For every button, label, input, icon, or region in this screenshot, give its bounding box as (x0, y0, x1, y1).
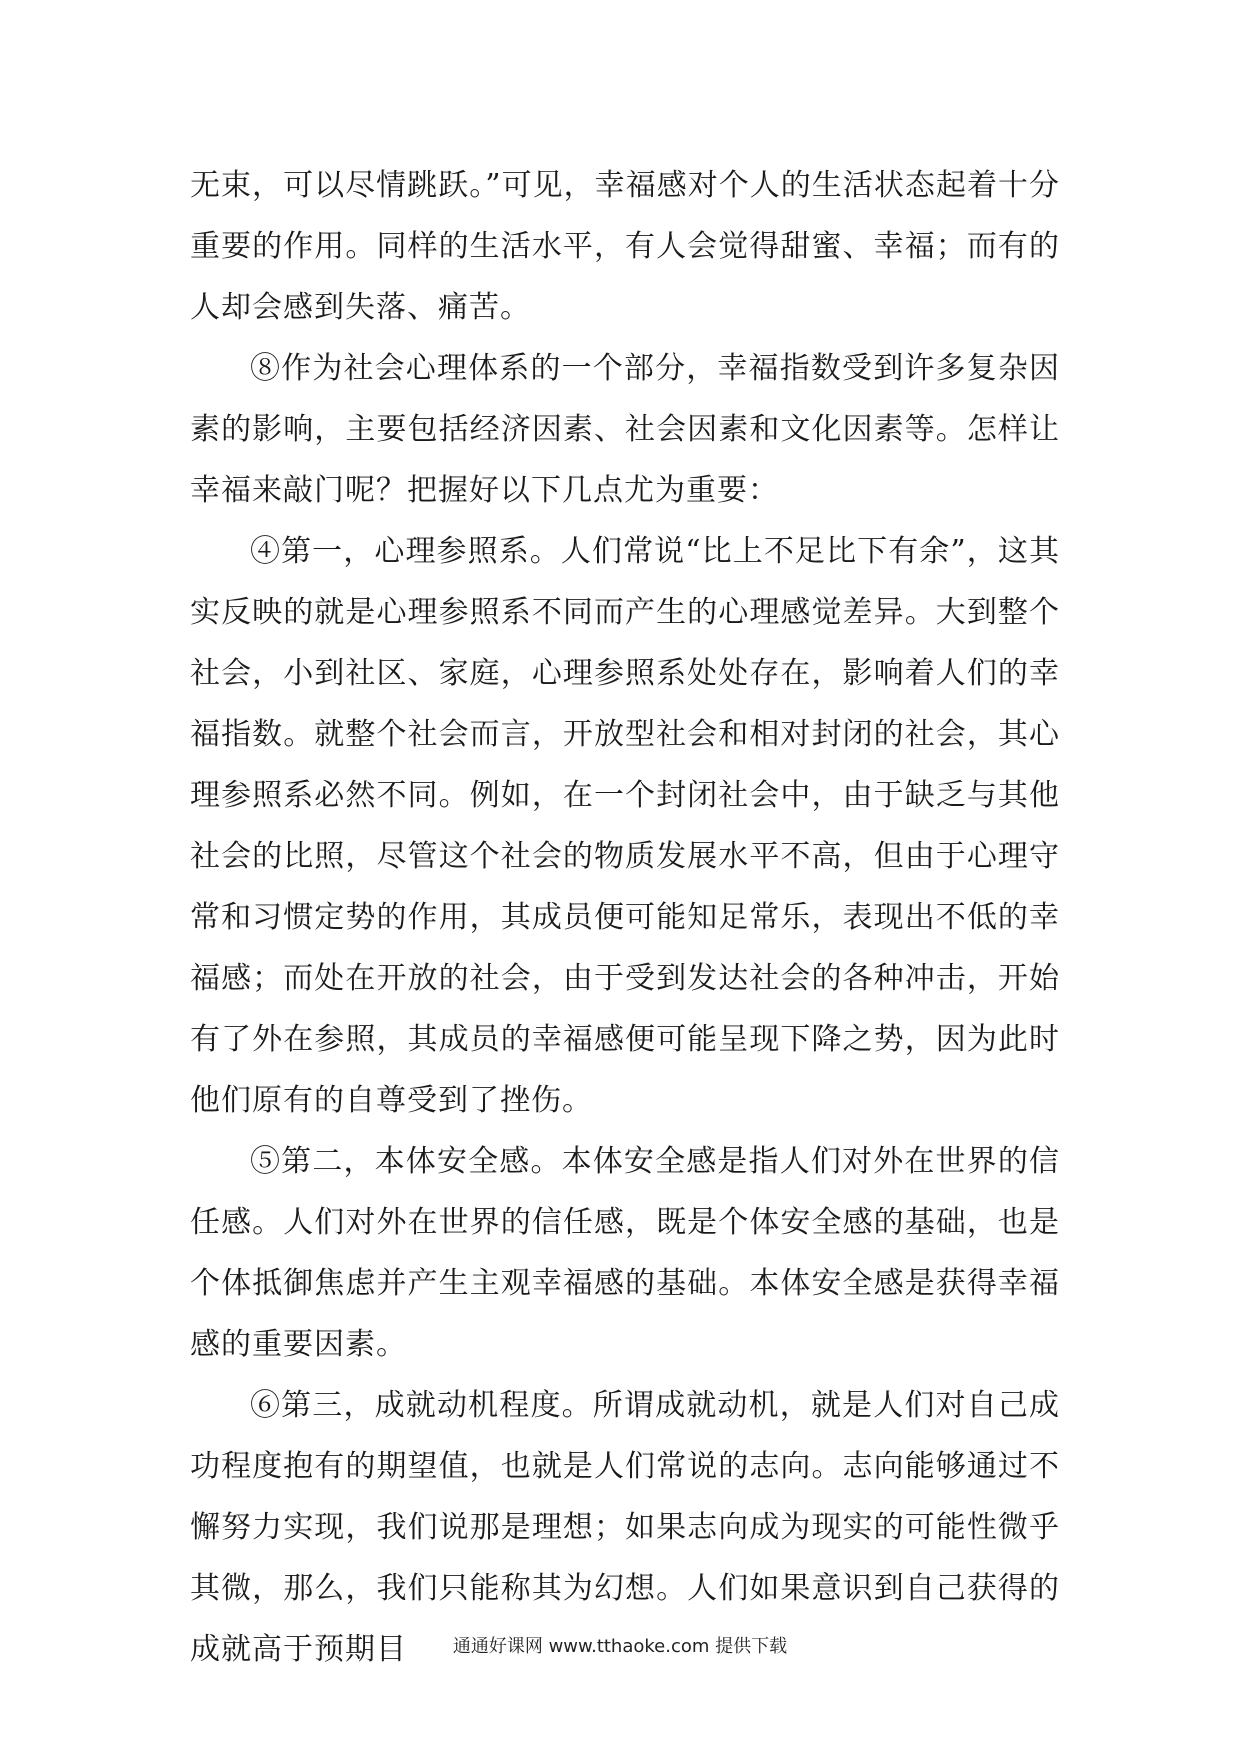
page-footer: 通通好课网 www.tthaoke.com 提供下载 (452, 1636, 788, 1657)
paragraph-8: ⑧作为社会心理体系的一个部分，幸福指数受到许多复杂因素的影响，主要包括经济因素、社会因素和文化因素等。怎样让幸福来敲门呢？把握好以下几点尤为重要： (190, 351, 1060, 508)
paragraph-5: ⑤第二，本体安全感。本体安全感是指人们对外在世界的信任感。人们对外在世界的信任感，既是个体安全感的基础，也是个体抵御焦虑并产生主观幸福感的基础。本体安全感是获得幸福感的重要因素。 (190, 1144, 1060, 1362)
body-text (190, 155, 1060, 1680)
paragraph-6: ⑥第三，成就动机程度。所谓成就动机，就是人们对自己成功程度抱有的期望值，也就是人们常说的志向。志向能够通过不懈努力实现，我们说那是理想；如果志向成为现实的可能性微乎其微，那么，我们只能称其为幻想。人们如果意识到自己获得的成就高于预期目 (190, 1388, 1060, 1667)
paragraph-4: ④第一，心理参照系。人们常说“比上不足比下有余”，这其实反映的就是心理参照系不同而产生的心理感觉差异。大到整个社会，小到社区、家庭，心理参照系处处存在，影响着人们的幸福指数。就整个社会而言，开放型社会和相对封闭的社会，其心理参照系必然不同。例如，在一个封闭社会中，由于缺乏与其他社会的比照，尽管这个社会的物质发展水平不高，但由于心理守常和习惯定势的作用，其成员便可能知足常乐，表现出不低的幸福感；而处在开放的社会，由于受到发达社会的各种冲击，开始有了外在参照，其成员的幸福感便可能呈现下降之势，因为此时他们原有的自尊受到了挫伤。 (190, 534, 1060, 1118)
paragraph-continuation: 无束，可以尽情跳跃。”可见，幸福感对个人的生活状态起着十分重要的作用。同样的生活水平，有人会觉得甜蜜、幸福；而有的人却会感到失落、痛苦。 (190, 168, 1060, 325)
